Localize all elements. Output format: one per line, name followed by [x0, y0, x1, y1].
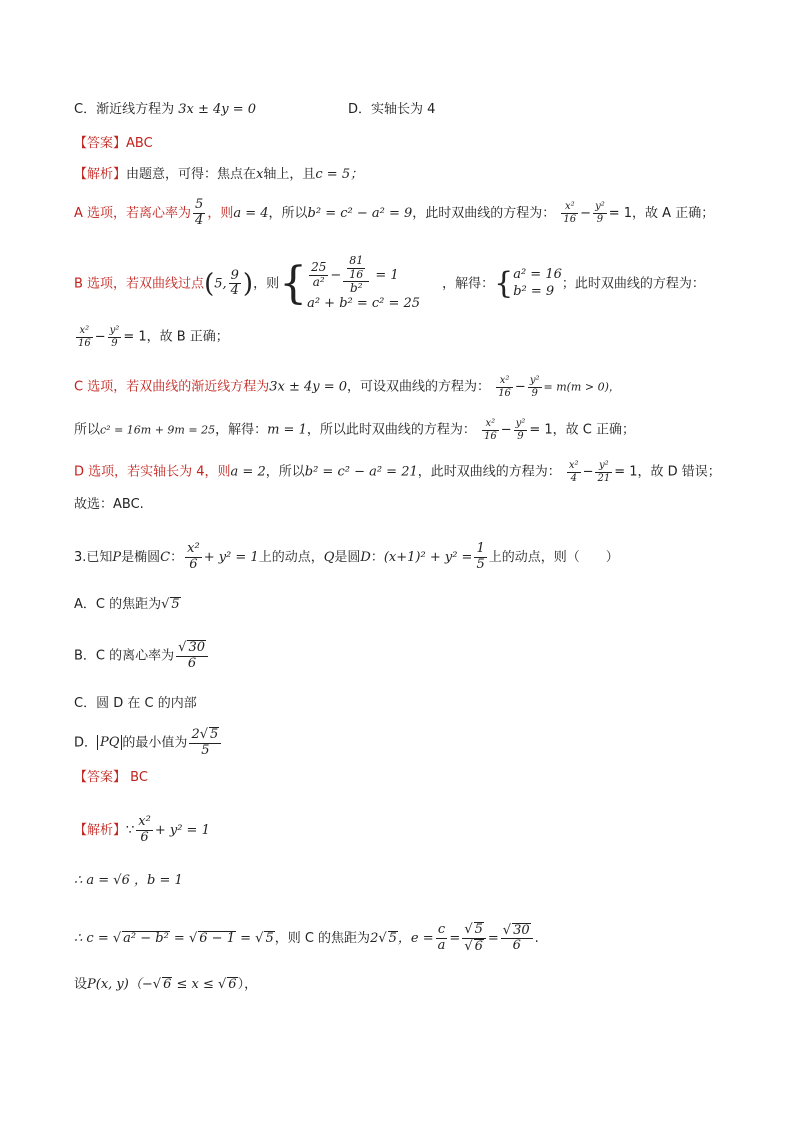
q2-option-c	[74, 103, 256, 116]
q2-analysis-d: D 选项，若实轴长为 4，则a = 2，所以b² = c² − a² = 21，此时双曲线的方程为： $\frac{\text{x²}}{4}$ − $\frac{\text{y²}}{21}$ = 1，故 D 错误；	[74, 460, 721, 484]
q2-analysis-c-cont: 所以c² = 16m + 9m = 25，解得：m = 1，所以此时双曲线的方程为： $\frac{\text{x²}}{16}$ − $\frac{\text{y²}}{9}$ = 1，故 C 正确；	[74, 418, 635, 442]
q2-answer	[74, 137, 153, 150]
q2-conclusion: 故选：ABC.	[74, 497, 144, 512]
q2-analysis-c: C 选项，若双曲线的渐近线方程为3x ± 4y = 0，可设双曲线的方程为： $\frac{\text{x²}}{16}$ − $\frac{\text{y²}}{9}$ = m(m > 0)，	[74, 375, 620, 399]
answer-tag: 【答案】	[74, 136, 127, 151]
q2-analysis-b: B 选项，若双曲线过点(5, $\frac{9}{4}$ )，则{ $\frac{25}{\text{a²}}$ − $\frac{\frac{81}{16}}{\text{b²}}$ = 1 a² + b² = c² = 25 ，解得：{ a² = 16 b² = 9 ；此时双曲线的方程为：	[74, 254, 705, 312]
q3-analysis-ab: ∴ a = √6 ，b = 1	[74, 873, 183, 888]
analysis-tag: 【解析】	[74, 167, 127, 182]
answer-tag: 【答案】	[74, 770, 127, 785]
q2-analysis-a: A 选项，若离心率为 $\frac{5}{4}$ ，则a = 4，所以b² = c² − a² = 9，此时双曲线的方程为： $\frac{\text{x²}}{16}$ − $\frac{\text{y²}}{9}$ = 1，故 A 正确；	[74, 197, 715, 228]
q3-stem: 3.已知P是椭圆C： $\frac{\text{x²}}{6}$ + y² = 1上的动点，Q是圆D：(x+1)² + y² = $\frac{1}{5}$ 上的动点，则（ ）	[74, 541, 619, 572]
q3-analysis-since: 【解析】∵ $\frac{\text{x²}}{6}$ + y² = 1	[74, 814, 210, 845]
answer-value: ABC	[126, 136, 153, 151]
q3-option-c: C．圆 D 在 C 的内部	[74, 696, 197, 711]
q2-option-c-equation: 3x ± 4y = 0	[178, 102, 257, 117]
q3-option-b: B．C 的离心率为 $\frac{√ 30}{6}$	[74, 640, 210, 672]
q3-answer	[74, 771, 148, 784]
q3-option-a: A．C 的焦距为√ 5	[74, 597, 180, 612]
q2-analysis-intro: 【解析】由题意，可得：焦点在x轴上，且c = 5；	[74, 167, 364, 182]
eccentricity-fraction: $\frac{5}{4}$	[195, 197, 204, 228]
answer-value: BC	[130, 770, 148, 785]
q3-analysis-c: ∴ c = √ a² − b² = √ 6 − 1 = √ 5，则 C 的焦距为2√ 5，e = $\frac{c}{a}$ = $\frac{√ 5}{√ 6}$ = $\frac{√ 30}{6}$ .	[74, 922, 539, 954]
q2-option-d: D．实轴长为 4	[348, 102, 436, 117]
q3-analysis-let: 设P(x, y)（−√ 6 ≤ x ≤ √ 6），	[74, 977, 258, 992]
q3-option-d: D． PQ 的最小值为 $\frac{2√ 5}{5}$	[74, 727, 223, 759]
q2-analysis-b-cont: $\frac{\text{x²}}{16}$ − $\frac{\text{y²}}{9}$ = 1，故 B 正确；	[78, 325, 229, 349]
q2-option-c-label: C．渐近线方程为	[74, 102, 175, 117]
equation-system: $\frac{25}{\text{a²}}$ − $\frac{\frac{81}{16}}{\text{b²}}$ = 1 a² + b² = c² = 25	[307, 254, 421, 312]
